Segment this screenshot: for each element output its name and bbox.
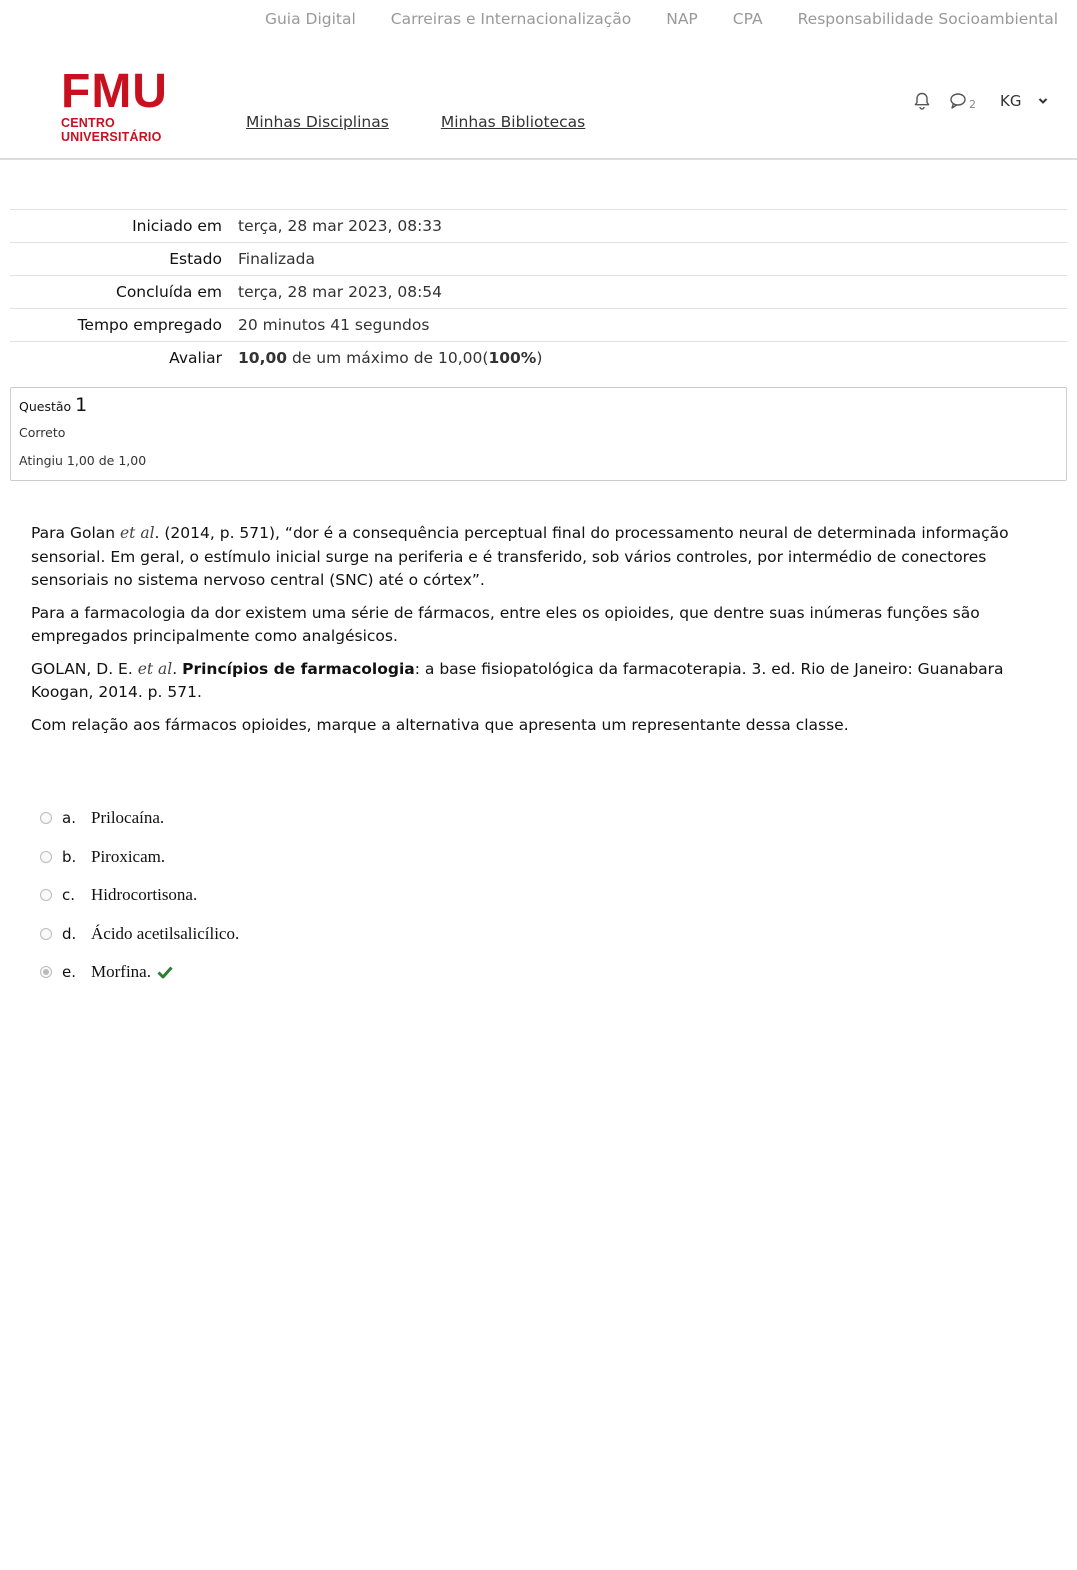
user-avatar-initials[interactable]: KG — [1000, 91, 1022, 110]
summary-row — [10, 309, 1067, 342]
toplink-guia-digital[interactable]: Guia Digital — [264, 10, 356, 28]
user-tools — [912, 90, 1049, 111]
summary-value — [230, 342, 1067, 375]
text-span: : a base fisiopatológica da farmacoterapia. 3. ed. Rio de Janeiro: Guanabara Koogan, 2014. p. 571. — [31, 659, 1004, 701]
et-al-italic: et al — [137, 659, 173, 678]
question-reference — [31, 658, 1046, 705]
radio-button[interactable] — [40, 812, 52, 824]
nav-minhas-bibliotecas[interactable]: Minhas Bibliotecas — [440, 113, 586, 131]
answer-option-c[interactable] — [40, 876, 239, 915]
question-number-value: 1 — [75, 394, 88, 416]
answer-letter: e. — [62, 963, 76, 982]
main-nav — [246, 113, 637, 131]
reference-title: Princípios de farmacologia — [182, 659, 415, 678]
question-grade: Atingiu 1,00 de 1,00 — [19, 453, 147, 468]
summary-label: Tempo empregado — [77, 316, 222, 334]
answer-text: Morfina. — [91, 962, 151, 982]
question-label: Questão — [19, 399, 72, 414]
score-text: de um máximo de 10,00( — [291, 349, 489, 367]
answer-option-b[interactable] — [40, 838, 239, 877]
answer-text: Prilocaína. — [91, 808, 165, 828]
summary-value: Finalizada — [238, 250, 316, 268]
answer-text: Piroxicam. — [91, 846, 166, 866]
messages-count: 2 — [969, 98, 976, 111]
radio-button[interactable] — [40, 928, 52, 940]
summary-value: 20 minutos 41 segundos — [238, 316, 430, 334]
logo-subtitle: CENTRO UNIVERSITÁRIO — [61, 116, 162, 144]
answer-letter: b. — [62, 847, 77, 866]
summary-row — [10, 243, 1067, 276]
summary-value: terça, 28 mar 2023, 08:33 — [238, 217, 443, 235]
answer-option-d[interactable] — [40, 915, 239, 954]
answer-text: Hidrocortisona. — [91, 885, 198, 905]
toplink-carreiras[interactable]: Carreiras e Internacionalização — [390, 10, 632, 28]
toplink-responsabilidade[interactable]: Responsabilidade Socioambiental — [797, 10, 1058, 28]
radio-button-selected[interactable] — [40, 966, 52, 978]
answer-option-e[interactable] — [40, 953, 239, 992]
summary-row — [10, 276, 1067, 309]
radio-button[interactable] — [40, 889, 52, 901]
question-number — [19, 394, 87, 416]
summary-label: Avaliar — [169, 349, 222, 367]
summary-label: Iniciado em — [132, 217, 222, 235]
summary-label: Concluída em — [116, 283, 222, 301]
summary-value: terça, 28 mar 2023, 08:54 — [238, 283, 443, 301]
radio-button[interactable] — [40, 851, 52, 863]
answer-option-a[interactable] — [40, 799, 239, 838]
top-links — [230, 10, 1058, 28]
summary-label: Estado — [169, 250, 222, 268]
fmu-logo[interactable] — [61, 65, 201, 144]
answer-letter: d. — [62, 924, 77, 943]
text-span: Para Golan — [31, 524, 120, 542]
answer-list — [40, 799, 239, 992]
answer-text: Ácido acetilsalicílico. — [91, 923, 240, 943]
chat-icon[interactable] — [948, 91, 968, 111]
text-span: . — [172, 659, 183, 678]
summary-row — [10, 210, 1067, 243]
question-state: Correto — [19, 425, 66, 440]
summary-row — [10, 342, 1067, 375]
text-span: . (2014, p. 571), “dor é a consequência perceptual final do processamento neural de determinada informação sensorial. Em geral, o estímulo inicial surge na periferia e é transferido, sob vários controles, por intermédio de conectores sensoriais no sistema nervoso central (SNC) até o córtex”. — [31, 524, 1009, 589]
question-text — [31, 522, 1046, 746]
answer-letter: a. — [62, 809, 76, 828]
answer-letter: c. — [62, 886, 76, 905]
chevron-down-icon[interactable] — [1037, 95, 1049, 107]
question-paragraph: Para a farmacologia da dor existem uma série de fármacos, entre eles os opioides, que dentre suas inúmeras funções são empregados principalmente como analgésicos. — [31, 603, 980, 645]
question-prompt: Com relação aos fármacos opioides, marque a alternativa que apresenta um representante dessa classe. — [31, 715, 849, 734]
score-percent: 100% — [488, 349, 537, 367]
text-span: GOLAN, D. E. — [31, 659, 138, 678]
logo-text: FMU — [61, 65, 168, 118]
toplink-nap[interactable]: NAP — [666, 10, 698, 28]
header-divider — [0, 158, 1077, 160]
score-close: ) — [536, 349, 543, 367]
score-value: 10,00 — [238, 349, 288, 367]
attempt-summary-table — [10, 209, 1067, 374]
toplink-cpa[interactable]: CPA — [732, 10, 763, 28]
bell-icon[interactable] — [912, 91, 932, 111]
question-info-box — [10, 387, 1067, 481]
correct-check-icon — [157, 965, 173, 979]
question-paragraph — [31, 522, 1046, 593]
et-al-italic: et al — [120, 524, 155, 542]
nav-minhas-disciplinas[interactable]: Minhas Disciplinas — [246, 113, 389, 131]
